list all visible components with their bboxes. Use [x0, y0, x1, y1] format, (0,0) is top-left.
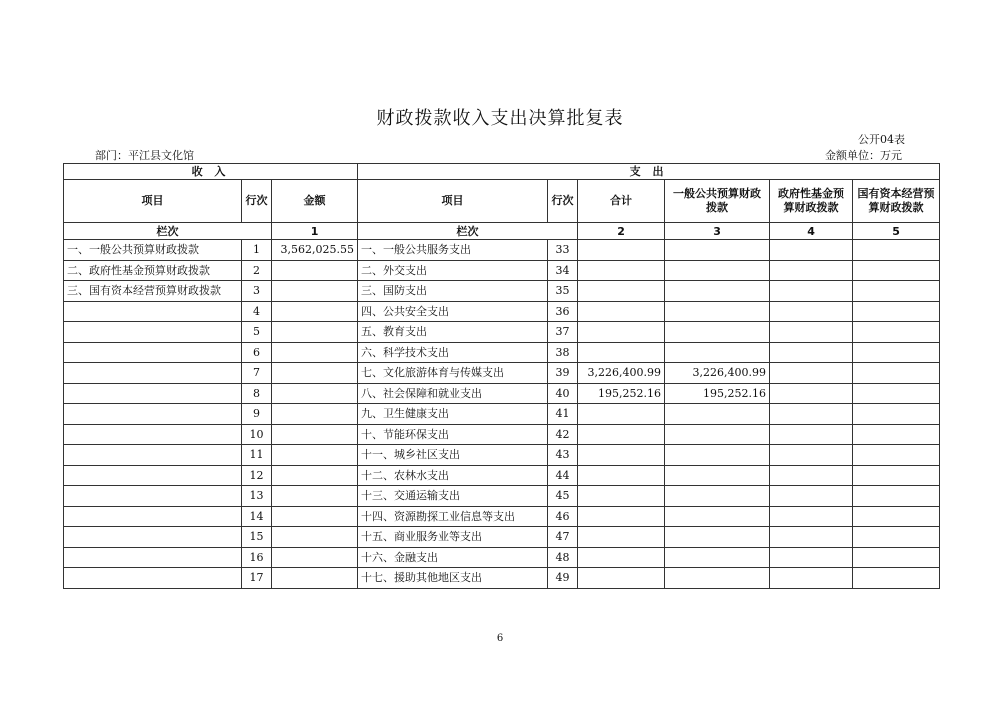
- expense-col-label: 栏次: [358, 223, 578, 240]
- gov-fund-cell: [770, 547, 853, 568]
- income-item-cell: [64, 363, 242, 384]
- income-row-no-cell: 17: [242, 568, 272, 589]
- expense-item-cell: 十七、援助其他地区支出: [358, 568, 548, 589]
- expense-item-cell: 八、社会保障和就业支出: [358, 383, 548, 404]
- income-item-cell: 三、国有资本经营预算财政拨款: [64, 281, 242, 302]
- expense-item-cell: 九、卫生健康支出: [358, 404, 548, 425]
- income-item-cell: [64, 506, 242, 527]
- general-budget-cell: [665, 404, 770, 425]
- expense-item-cell: 十四、资源勘探工业信息等支出: [358, 506, 548, 527]
- expense-row-no-cell: 35: [548, 281, 578, 302]
- expense-row-no-cell: 33: [548, 240, 578, 261]
- expense-row-no-cell: 43: [548, 445, 578, 466]
- expense-item-cell: 七、文化旅游体育与传媒支出: [358, 363, 548, 384]
- expense-row-no-cell: 45: [548, 486, 578, 507]
- state-capital-header: 国有资本经营预算财政拨款: [853, 180, 940, 223]
- col-3-label: 3: [665, 223, 770, 240]
- state-capital-cell: [853, 445, 940, 466]
- general-budget-cell: [665, 342, 770, 363]
- expense-row-no-cell: 38: [548, 342, 578, 363]
- income-row-no-cell: 13: [242, 486, 272, 507]
- income-amount-cell: [272, 404, 358, 425]
- total-cell: [578, 322, 665, 343]
- gov-fund-cell: [770, 486, 853, 507]
- income-section-header: 收 入: [64, 164, 358, 180]
- gov-fund-cell: [770, 240, 853, 261]
- gov-fund-cell: [770, 383, 853, 404]
- total-cell: [578, 342, 665, 363]
- total-cell: [578, 506, 665, 527]
- income-item-cell: [64, 547, 242, 568]
- income-amount-cell: 3,562,025.55: [272, 240, 358, 261]
- state-capital-cell: [853, 486, 940, 507]
- table-row: [64, 404, 940, 425]
- total-cell: [578, 240, 665, 261]
- income-row-no-cell: 12: [242, 465, 272, 486]
- expense-item-cell: 十三、交通运输支出: [358, 486, 548, 507]
- amount-unit-label: 金额单位：万元: [825, 149, 902, 162]
- income-amount-cell: [272, 260, 358, 281]
- state-capital-cell: [853, 322, 940, 343]
- income-amount-cell: [272, 568, 358, 589]
- gov-fund-cell: [770, 465, 853, 486]
- income-item-cell: [64, 383, 242, 404]
- income-amount-cell: [272, 424, 358, 445]
- income-item-cell: 一、一般公共预算财政拨款: [64, 240, 242, 261]
- table-row: [64, 445, 940, 466]
- income-amount-cell: [272, 322, 358, 343]
- expense-item-cell: 三、国防支出: [358, 281, 548, 302]
- income-amount-cell: [272, 445, 358, 466]
- expense-row-no-cell: 37: [548, 322, 578, 343]
- state-capital-cell: [853, 383, 940, 404]
- department-label: 部门：平江县文化馆: [95, 149, 194, 162]
- table-row: [64, 240, 940, 261]
- col-5-label: 5: [853, 223, 940, 240]
- income-amount-cell: [272, 363, 358, 384]
- general-budget-cell: [665, 527, 770, 548]
- total-cell: 3,226,400.99: [578, 363, 665, 384]
- general-budget-cell: [665, 568, 770, 589]
- income-amount-cell: [272, 342, 358, 363]
- expense-item-cell: 十二、农林水支出: [358, 465, 548, 486]
- income-row-no-cell: 5: [242, 322, 272, 343]
- expense-row-no-cell: 47: [548, 527, 578, 548]
- table-row: [64, 465, 940, 486]
- state-capital-cell: [853, 527, 940, 548]
- income-item-cell: [64, 445, 242, 466]
- gov-fund-cell: [770, 342, 853, 363]
- general-budget-cell: [665, 260, 770, 281]
- expense-item-cell: 四、公共安全支出: [358, 301, 548, 322]
- gov-fund-cell: [770, 404, 853, 425]
- income-row-no-cell: 11: [242, 445, 272, 466]
- income-col-label: 栏次: [64, 223, 272, 240]
- income-row-no-cell: 14: [242, 506, 272, 527]
- total-cell: [578, 404, 665, 425]
- income-item-cell: [64, 424, 242, 445]
- column-header-row: [64, 180, 940, 223]
- state-capital-cell: [853, 260, 940, 281]
- expense-item-cell: 二、外交支出: [358, 260, 548, 281]
- income-item-cell: [64, 342, 242, 363]
- table-row: [64, 424, 940, 445]
- total-cell: [578, 424, 665, 445]
- total-header: 合计: [578, 180, 665, 223]
- expense-row-no-cell: 40: [548, 383, 578, 404]
- table-row: [64, 527, 940, 548]
- expense-row-no-cell: 49: [548, 568, 578, 589]
- expense-row-no-cell: 36: [548, 301, 578, 322]
- state-capital-cell: [853, 568, 940, 589]
- gov-fund-cell: [770, 301, 853, 322]
- general-budget-cell: [665, 506, 770, 527]
- income-row-no-cell: 16: [242, 547, 272, 568]
- expense-section-header: 支 出: [358, 164, 940, 180]
- gov-fund-cell: [770, 527, 853, 548]
- total-cell: [578, 281, 665, 302]
- section-header-row: [64, 164, 940, 180]
- expense-row-no-cell: 39: [548, 363, 578, 384]
- page-number: 6: [496, 633, 504, 644]
- state-capital-cell: [853, 363, 940, 384]
- income-item-cell: [64, 568, 242, 589]
- gov-fund-cell: [770, 260, 853, 281]
- table-row: [64, 301, 940, 322]
- income-amount-cell: [272, 547, 358, 568]
- income-row-no-header: 行次: [242, 180, 272, 223]
- gov-fund-cell: [770, 568, 853, 589]
- general-budget-cell: 3,226,400.99: [665, 363, 770, 384]
- general-budget-cell: [665, 240, 770, 261]
- general-budget-cell: [665, 547, 770, 568]
- table-row: [64, 486, 940, 507]
- income-row-no-cell: 6: [242, 342, 272, 363]
- gov-fund-cell: [770, 363, 853, 384]
- table-row: [64, 281, 940, 302]
- total-cell: 195,252.16: [578, 383, 665, 404]
- general-budget-cell: [665, 322, 770, 343]
- table-row: [64, 506, 940, 527]
- gov-fund-cell: [770, 322, 853, 343]
- expense-row-no-header: 行次: [548, 180, 578, 223]
- state-capital-cell: [853, 342, 940, 363]
- expense-item-header: 项目: [358, 180, 548, 223]
- general-budget-cell: [665, 445, 770, 466]
- income-row-no-cell: 3: [242, 281, 272, 302]
- table-row: [64, 568, 940, 589]
- general-budget-cell: [665, 465, 770, 486]
- income-row-no-cell: 15: [242, 527, 272, 548]
- income-row-no-cell: 7: [242, 363, 272, 384]
- general-budget-cell: [665, 301, 770, 322]
- total-cell: [578, 445, 665, 466]
- income-amount-header: 金额: [272, 180, 358, 223]
- expense-item-cell: 十一、城乡社区支出: [358, 445, 548, 466]
- table-row: [64, 547, 940, 568]
- total-cell: [578, 301, 665, 322]
- total-cell: [578, 568, 665, 589]
- total-cell: [578, 260, 665, 281]
- total-cell: [578, 547, 665, 568]
- col-2-label: 2: [578, 223, 665, 240]
- state-capital-cell: [853, 240, 940, 261]
- general-budget-cell: [665, 281, 770, 302]
- budget-table: [63, 163, 940, 589]
- income-amount-cell: [272, 465, 358, 486]
- general-budget-cell: [665, 486, 770, 507]
- expense-item-cell: 五、教育支出: [358, 322, 548, 343]
- total-cell: [578, 486, 665, 507]
- state-capital-cell: [853, 424, 940, 445]
- gov-fund-cell: [770, 281, 853, 302]
- income-row-no-cell: 9: [242, 404, 272, 425]
- income-row-no-cell: 4: [242, 301, 272, 322]
- expense-row-no-cell: 44: [548, 465, 578, 486]
- expense-row-no-cell: 46: [548, 506, 578, 527]
- income-item-cell: [64, 465, 242, 486]
- state-capital-cell: [853, 465, 940, 486]
- expense-item-cell: 十、节能环保支出: [358, 424, 548, 445]
- state-capital-cell: [853, 506, 940, 527]
- income-amount-cell: [272, 486, 358, 507]
- expense-item-cell: 十六、金融支出: [358, 547, 548, 568]
- expense-row-no-cell: 42: [548, 424, 578, 445]
- gov-fund-cell: [770, 424, 853, 445]
- income-amount-cell: [272, 506, 358, 527]
- income-amount-cell: [272, 281, 358, 302]
- expense-item-cell: 六、科学技术支出: [358, 342, 548, 363]
- expense-row-no-cell: 48: [548, 547, 578, 568]
- income-item-cell: [64, 527, 242, 548]
- state-capital-cell: [853, 547, 940, 568]
- col-4-label: 4: [770, 223, 853, 240]
- income-item-cell: 二、政府性基金预算财政拨款: [64, 260, 242, 281]
- total-cell: [578, 527, 665, 548]
- general-budget-header: 一般公共预算财政拨款: [665, 180, 770, 223]
- col-1-label: 1: [272, 223, 358, 240]
- page-title: 财政拨款收入支出决算批复表: [376, 108, 624, 129]
- general-budget-cell: [665, 424, 770, 445]
- general-budget-cell: 195,252.16: [665, 383, 770, 404]
- expense-row-no-cell: 41: [548, 404, 578, 425]
- income-item-header: 项目: [64, 180, 242, 223]
- income-row-no-cell: 10: [242, 424, 272, 445]
- state-capital-cell: [853, 301, 940, 322]
- state-capital-cell: [853, 281, 940, 302]
- income-item-cell: [64, 486, 242, 507]
- income-row-no-cell: 8: [242, 383, 272, 404]
- gov-fund-cell: [770, 506, 853, 527]
- table-row: [64, 363, 940, 384]
- table-row: [64, 342, 940, 363]
- gov-fund-header: 政府性基金预算财政拨款: [770, 180, 853, 223]
- income-amount-cell: [272, 527, 358, 548]
- income-row-no-cell: 2: [242, 260, 272, 281]
- income-item-cell: [64, 322, 242, 343]
- income-row-no-cell: 1: [242, 240, 272, 261]
- income-amount-cell: [272, 301, 358, 322]
- expense-row-no-cell: 34: [548, 260, 578, 281]
- income-amount-cell: [272, 383, 358, 404]
- form-code: 公开04表: [858, 133, 905, 146]
- income-item-cell: [64, 301, 242, 322]
- gov-fund-cell: [770, 445, 853, 466]
- total-cell: [578, 465, 665, 486]
- state-capital-cell: [853, 404, 940, 425]
- column-number-row: [64, 223, 940, 240]
- table-row: [64, 383, 940, 404]
- expense-item-cell: 一、一般公共服务支出: [358, 240, 548, 261]
- income-item-cell: [64, 404, 242, 425]
- table-row: [64, 322, 940, 343]
- table-row: [64, 260, 940, 281]
- expense-item-cell: 十五、商业服务业等支出: [358, 527, 548, 548]
